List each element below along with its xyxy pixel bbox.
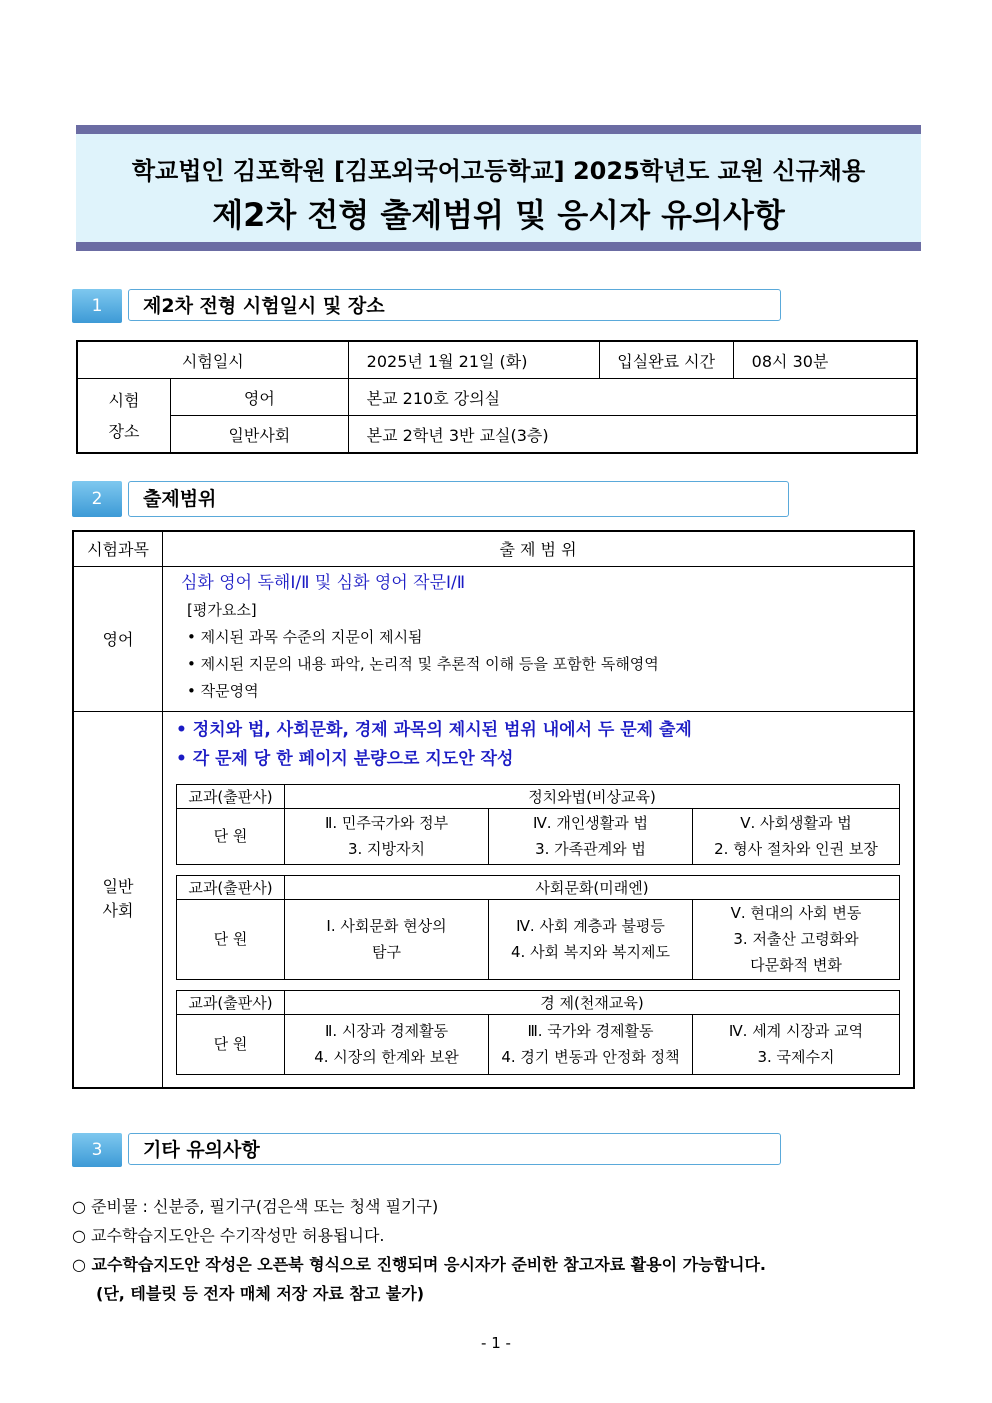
social-subject xyxy=(73,711,163,1088)
place-room-social: 본교 2학년 3반 교실(3층) xyxy=(348,416,917,454)
social-bullet: • 정치와 법, 사회문화, 경제 과목의 제시된 범위 내에서 두 문제 출제 xyxy=(176,719,692,740)
unit-cell xyxy=(285,808,489,864)
unit-line: 4. 경기 변동과 안정화 정책 xyxy=(501,1048,680,1066)
section-1-number: 1 xyxy=(72,289,122,323)
english-scope xyxy=(163,566,915,711)
unit-line: Ⅳ. 사회 계층과 불평등 xyxy=(516,917,665,935)
scope-table xyxy=(72,530,915,1089)
unit-line: Ⅳ. 세계 시장과 교역 xyxy=(728,1022,864,1040)
unit-cell xyxy=(285,1014,489,1074)
unit-label: 단 원 xyxy=(177,899,285,979)
unit-line: 3. 국제수지 xyxy=(757,1048,835,1066)
unit-line: Ⅱ. 시장과 경제활동 xyxy=(324,1022,449,1040)
date-label: 시험일시 xyxy=(77,341,348,379)
textbook-label: 교과(출판사) xyxy=(177,784,285,808)
note-item: ○ 교수학습지도안 작성은 오픈북 형식으로 진행되며 응시자가 준비한 참고자료 활용이 가능합니다. xyxy=(72,1255,766,1274)
place-room-english: 본교 210호 강의실 xyxy=(348,379,917,416)
note-item: ○ 준비물 : 신분증, 필기구(검은색 또는 청색 필기구) xyxy=(72,1197,439,1216)
unit-line: 4. 시장의 한계와 보완 xyxy=(314,1048,459,1066)
place-label-1: 시험 xyxy=(108,390,140,410)
schedule-table xyxy=(76,340,918,454)
unit-line: 다문화적 변화 xyxy=(750,956,842,974)
note-item: (단, 테블릿 등 전자 매체 저장 자료 참고 불가) xyxy=(96,1284,425,1303)
section-3-title: 기타 유의사항 xyxy=(128,1133,781,1165)
unit-cell xyxy=(693,899,900,979)
unit-line: Ⅴ. 현대의 사회 변동 xyxy=(730,904,862,922)
title-banner xyxy=(76,125,921,251)
unit-line: Ⅱ. 민주국가와 정부 xyxy=(324,814,449,832)
english-item: • 제시된 지문의 내용 파악, 논리적 및 추론적 이해 등을 포함한 독해영역 xyxy=(187,654,659,673)
book-name: 경 제(천재교육) xyxy=(285,990,900,1014)
scope-header-range: 출 제 범 위 xyxy=(163,531,915,566)
social-scope xyxy=(163,711,915,1088)
book-name: 사회문화(미래엔) xyxy=(285,875,900,899)
section-1-title: 제2차 전형 시험일시 및 장소 xyxy=(128,289,781,321)
place-label-2: 장소 xyxy=(108,421,140,441)
unit-line: 3. 가족관계와 법 xyxy=(535,840,646,858)
scope-header-subject: 시험과목 xyxy=(73,531,163,566)
unit-line: Ⅳ. 개인생활과 법 xyxy=(532,814,649,832)
book-table-economy xyxy=(176,990,900,1075)
book-name: 정치와법(비상교육) xyxy=(285,784,900,808)
english-main: 심화 영어 독해Ⅰ/Ⅱ 및 심화 영어 작문Ⅰ/Ⅱ xyxy=(181,572,466,593)
unit-line: 3. 지방자치 xyxy=(347,840,426,858)
note-item: ○ 교수학습지도안은 수기작성만 허용됩니다. xyxy=(72,1226,385,1245)
textbook-label: 교과(출판사) xyxy=(177,875,285,899)
unit-line: Ⅲ. 국가와 경제활동 xyxy=(527,1022,654,1040)
place-label xyxy=(77,379,171,454)
section-3-number: 3 xyxy=(72,1133,122,1167)
unit-line: 2. 형사 절차와 인권 보장 xyxy=(714,840,878,858)
unit-cell xyxy=(693,1014,900,1074)
unit-line: 4. 사회 복지와 복지제도 xyxy=(510,943,671,961)
section-2-number: 2 xyxy=(72,481,122,517)
english-eval-label: [평가요소] xyxy=(187,600,257,619)
section-2-title: 출제범위 xyxy=(128,481,789,517)
book-table-politics xyxy=(176,784,900,865)
unit-label: 단 원 xyxy=(177,1014,285,1074)
social-subject-1: 일반 xyxy=(102,877,134,896)
page-number: - 1 - xyxy=(481,1334,511,1352)
english-subject: 영어 xyxy=(73,566,163,711)
unit-cell xyxy=(489,899,693,979)
unit-cell xyxy=(489,808,693,864)
social-bullet: • 각 문제 당 한 페이지 분량으로 지도안 작성 xyxy=(176,748,514,769)
textbook-label: 교과(출판사) xyxy=(177,990,285,1014)
english-item: • 제시된 과목 수준의 지문이 제시됨 xyxy=(187,627,423,646)
place-subject-english: 영어 xyxy=(171,379,349,416)
book-table-society xyxy=(176,875,900,980)
notes-list xyxy=(72,1192,766,1308)
unit-line: 탐구 xyxy=(372,943,401,961)
unit-line: Ⅰ. 사회문화 현상의 xyxy=(326,917,447,935)
unit-label: 단 원 xyxy=(177,808,285,864)
unit-line: 3. 저출산 고령화와 xyxy=(733,930,859,948)
date-value: 2025년 1월 21일 (화) xyxy=(348,341,599,379)
english-item: • 작문영역 xyxy=(187,681,259,700)
entry-label: 입실완료 시간 xyxy=(599,341,733,379)
title-line-1: 학교법인 김포학원 [김포외국어고등학교] 2025학년도 교원 신규채용 xyxy=(131,157,866,185)
social-subject-2: 사회 xyxy=(102,901,134,920)
place-subject-social: 일반사회 xyxy=(171,416,349,454)
entry-value: 08시 30분 xyxy=(733,341,917,379)
title-line-2: 제2차 전형 출제범위 및 응시자 유의사항 xyxy=(212,196,785,234)
unit-cell xyxy=(489,1014,693,1074)
unit-line: Ⅴ. 사회생활과 법 xyxy=(740,814,852,832)
unit-cell xyxy=(285,899,489,979)
unit-cell xyxy=(693,808,900,864)
